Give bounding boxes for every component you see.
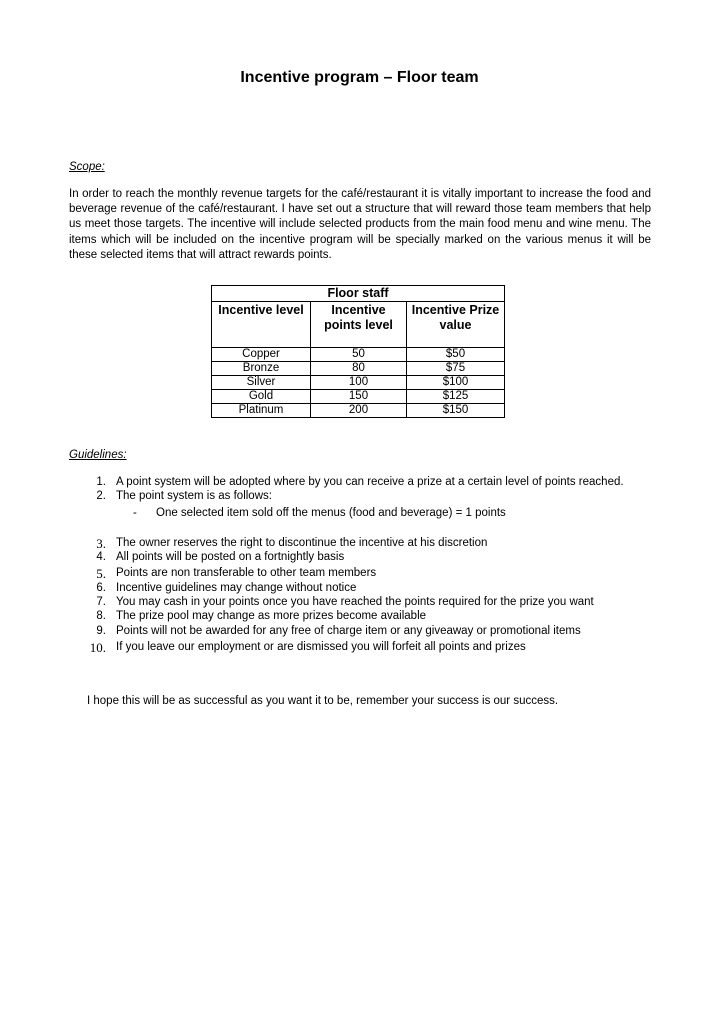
table-row: [212, 362, 505, 376]
prize-cell: $75: [407, 362, 505, 376]
list-item: [0, 536, 719, 551]
list-item-text: All points will be posted on a fortnightly basis: [116, 551, 345, 563]
list-item-number: 8.: [96, 610, 106, 622]
prize-cell: $150: [407, 404, 505, 418]
points-cell: 50: [311, 348, 407, 362]
table-row: [212, 376, 505, 390]
table-row: [212, 390, 505, 404]
level-cell: Silver: [212, 376, 311, 390]
document-title: Incentive program – Floor team: [240, 69, 479, 86]
header-incentive-level: Incentive level: [212, 302, 311, 348]
list-item-text: A point system will be adopted where by you can receive a prize at a certain level of points reached.: [116, 476, 624, 488]
sub-list-item: [0, 506, 719, 521]
floor-staff-table: [211, 285, 505, 418]
list-item: [0, 595, 719, 610]
list-item-number: 1.: [96, 476, 106, 488]
list-item: [0, 640, 719, 655]
list-item-text: The prize pool may change as more prizes become available: [116, 610, 427, 622]
sub-item-text: One selected item sold off the menus (food and beverage) = 1 points: [156, 507, 506, 519]
list-item-number: 7.: [96, 596, 106, 608]
list-item-number: 4.: [96, 551, 106, 563]
guidelines-heading: Guidelines:: [69, 449, 127, 461]
list-item: [0, 581, 719, 596]
header-incentive-prize-value: Incentive Prize value: [407, 302, 505, 348]
table-row: [212, 348, 505, 362]
list-item: [0, 624, 719, 639]
prize-cell: $50: [407, 348, 505, 362]
points-cell: 80: [311, 362, 407, 376]
list-item: [0, 550, 719, 565]
list-item-text: You may cash in your points once you have reached the points required for the prize you want: [116, 596, 594, 608]
list-item-text: Incentive guidelines may change without notice: [116, 582, 357, 594]
points-cell: 200: [311, 404, 407, 418]
scope-paragraph: In order to reach the monthly revenue targets for the café/restaurant it is vitally important to increase the food and beverage revenue of the café/restaurant. I have set out a structure that will reward those team members that help us meet those targets. The incentive will include selected products from the main food menu and wine menu. The items which will be included on the incentive program will be specially marked on the various menus it will be these selected items that will attract rewards points.: [69, 188, 651, 261]
level-cell: Bronze: [212, 362, 311, 376]
scope-heading: Scope:: [69, 161, 105, 173]
header-incentive-points-level: Incentive points level: [311, 302, 407, 348]
list-item-number: 3.: [96, 536, 106, 551]
prize-cell: $125: [407, 390, 505, 404]
table-row: [212, 404, 505, 418]
sub-item-dash: -: [133, 507, 137, 519]
list-item: [0, 475, 719, 490]
points-cell: 150: [311, 390, 407, 404]
list-item: [0, 609, 719, 624]
list-item-text: The owner reserves the right to discontinue the incentive at his discretion: [116, 537, 488, 549]
list-item-number: 5.: [96, 566, 106, 581]
closing-paragraph: I hope this will be as successful as you want it to be, remember your success is our success.: [87, 695, 559, 707]
list-item-text: If you leave our employment or are dismissed you will forfeit all points and prizes: [116, 641, 526, 653]
points-cell: 100: [311, 376, 407, 390]
list-item-text: The point system is as follows:: [116, 490, 272, 502]
table-caption: Floor staff: [212, 286, 505, 302]
list-item-number: 6.: [96, 582, 106, 594]
list-item-number: 2.: [96, 490, 106, 502]
list-item-text: Points will not be awarded for any free of charge item or any giveaway or promotional items: [116, 625, 581, 637]
list-item: [0, 566, 719, 581]
list-item-number: 9.: [96, 625, 106, 637]
level-cell: Platinum: [212, 404, 311, 418]
floor-staff-table-wrapper: [211, 285, 505, 418]
list-item-number: 10.: [89, 640, 106, 655]
level-cell: Copper: [212, 348, 311, 362]
level-cell: Gold: [212, 390, 311, 404]
list-item-text: Points are non transferable to other team members: [116, 567, 377, 579]
list-item: [0, 489, 719, 504]
prize-cell: $100: [407, 376, 505, 390]
